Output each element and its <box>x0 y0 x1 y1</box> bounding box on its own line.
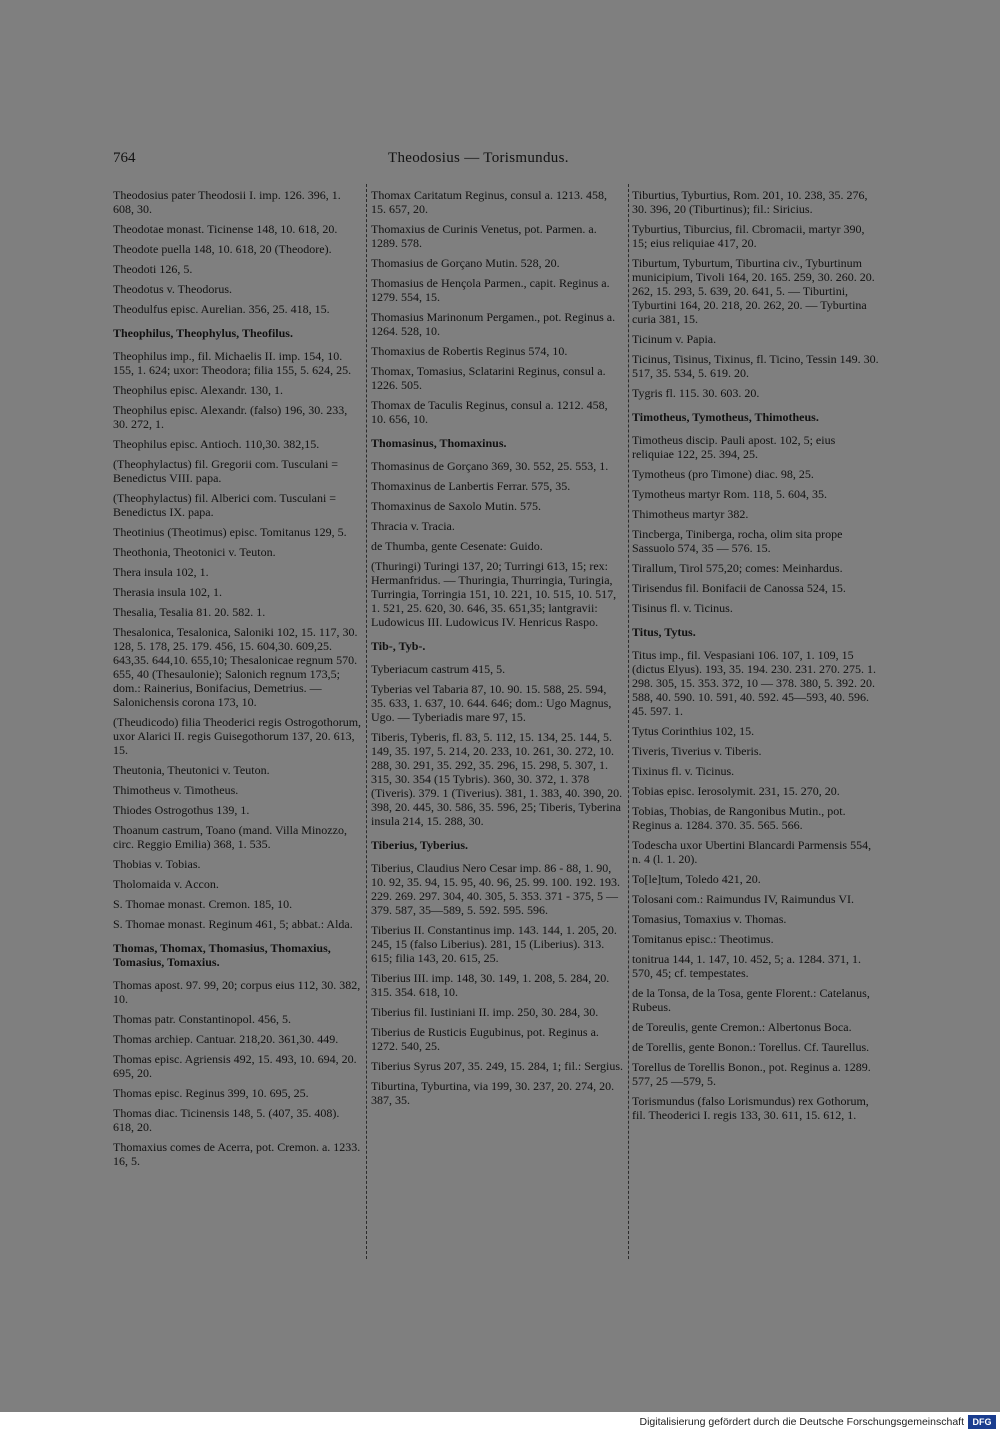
page-number: 764 <box>113 150 136 166</box>
index-entry: Theotinius (Theotimus) episc. Tomitanus 129, 5. <box>113 525 347 539</box>
index-entry: Thomasinus de Gorçano 369, 30. 552, 25. 553, 1. <box>371 459 609 473</box>
index-entry: Tolosani com.: Raimundus IV, Raimundus VI. <box>632 892 855 906</box>
index-entry: Theodotae monast. Ticinense 148, 10. 618, 20. <box>113 222 338 236</box>
index-entry: Thomax Caritatum Reginus, consul a. 1213. 458, 15. 657, 20. <box>371 188 607 216</box>
index-entry: Theophilus episc. Alexandr. 130, 1. <box>113 383 283 397</box>
index-entry: Tomitanus episc.: Theotimus. <box>632 932 774 946</box>
index-entry: Tiberius fil. Iustiniani II. imp. 250, 30. 284, 30. <box>371 1005 599 1019</box>
section-heading: Thomas, Thomax, Thomasius, Thomaxius, Tomasius, Tomaxius. <box>113 941 331 969</box>
index-entry: Tytus Corinthius 102, 15. <box>632 724 755 738</box>
index-entry: Thomaxius de Robertis Reginus 574, 10. <box>371 344 568 358</box>
page-header <box>113 150 613 170</box>
index-entry: Tiberius de Rusticis Eugubinus, pot. Reginus a. 1272. 540, 25. <box>371 1025 599 1053</box>
index-entry: Tiberius III. imp. 148, 30. 149, 1. 208, 5. 284, 20. 315. 354. 618, 10. <box>371 971 610 999</box>
index-entry: Titus imp., fil. Vespasiani 106. 107, 1. 109, 15 (dictus Elyus). 193, 35. 194. 230. 231. 270. 275. 1. 298. 305, 15. 353. 372, 10 — 378. 380, 5. 392. 20. 588, 40. 590. 10. 591, 40. 592. 45—593, 40. 596. 45. 597. 1. <box>632 648 876 718</box>
index-entry: Thimotheus martyr 382. <box>632 507 749 521</box>
index-entry: Thoanum castrum, Toano (mand. Villa Minozzo, circ. Reggio Emilia) 368, 1. 535. <box>113 823 347 851</box>
index-entry: Theodotus v. Theodorus. <box>113 282 232 296</box>
index-entry: tonitrua 144, 1. 147, 10. 452, 5; a. 1284. 371, 1. 570, 45; cf. tempestates. <box>632 952 861 980</box>
index-entry: Theodosius pater Theodosii I. imp. 126. 396, 1. 608, 30. <box>113 188 341 216</box>
index-entry: de la Tonsa, de la Tosa, gente Florent.: Catelanus, Rubeus. <box>632 986 870 1014</box>
index-entry: Thomaxinus de Lanbertis Ferrar. 575, 35. <box>371 479 571 493</box>
section-heading: Thomasinus, Thomaxinus. <box>371 436 507 450</box>
index-entry: de Thumba, gente Cesenate: Guido. <box>371 539 543 553</box>
index-entry: Tiberius Syrus 207, 35. 249, 15. 284, 1; fil.: Sergius. <box>371 1059 624 1073</box>
column-divider <box>628 184 629 1259</box>
index-entry: Torellus de Torellis Bonon., pot. Reginus a. 1289. 577, 25 —579, 5. <box>632 1060 871 1088</box>
index-entry: (Theophylactus) fil. Alberici com. Tusculani = Benedictus IX. papa. <box>113 491 337 519</box>
index-entry: de Torellis, gente Bonon.: Torellus. Cf. Taurellus. <box>632 1040 870 1054</box>
index-entry: Tisinus fl. v. Ticinus. <box>632 601 733 615</box>
index-entry: Theodote puella 148, 10. 618, 20 (Theodore). <box>113 242 332 256</box>
index-entry: Thomax, Tomasius, Sclatarini Reginus, consul a. 1226. 505. <box>371 364 606 392</box>
index-entry: Thomaxius comes de Acerra, pot. Cremon. a. 1233. 16, 5. <box>113 1140 361 1168</box>
index-entry: Tobias, Thobias, de Rangonibus Mutin., pot. Reginus a. 1284. 370. 35. 565. 566. <box>632 804 846 832</box>
index-entry: Tiberius II. Constantinus imp. 143. 144, 1. 205, 20. 245, 15 (falso Liberius). 281, 15 (Liberius). 313. 615; filia 143, 20. 615, 25. <box>371 923 617 965</box>
index-entry: Theophilus imp., fil. Michaelis II. imp. 154, 10. 155, 1. 624; uxor: Theodora; filia 155, 5. 624, 25. <box>113 349 352 377</box>
index-entry: Tyburtius, Tiburcius, fil. Cbromacii, martyr 390, 15; eius reliquiae 417, 20. <box>632 222 865 250</box>
index-entry: Thomasius de Hençola Parmen., capit. Reginus a. 1279. 554, 15. <box>371 276 610 304</box>
index-entry: Tymotheus martyr Rom. 118, 5. 604, 35. <box>632 487 828 501</box>
index-entry: (Theudicodo) filia Theoderici regis Ostrogothorum, uxor Alarici II. regis Guisegothorum 137, 20. 613, 15. <box>113 715 362 757</box>
index-column-1 <box>113 188 362 1174</box>
section-heading: Tib-, Tyb-. <box>371 639 426 653</box>
index-entry: Tiburtum, Tyburtum, Tiburtina civ., Tyburtinum municipium, Tivoli 164, 20. 165. 259, 30. 260. 20. 262, 15. 293, 5. 639, 20. 641, 5. — Tiburtini, Tyburtini 164, 20. 218, 20. 262, 20. — Tyburtina curia 381, 15. <box>632 256 875 326</box>
index-entry: Tholomaida v. Accon. <box>113 877 219 891</box>
index-entry: Theodoti 126, 5. <box>113 262 193 276</box>
footer-credit: Digitalisierung gefördert durch die Deutsche Forschungsgemeinschaft <box>639 1416 964 1428</box>
index-entry: Timotheus discip. Pauli apost. 102, 5; eius reliquiae 122, 25. 394, 25. <box>632 433 836 461</box>
dfg-logo: DFG <box>968 1415 996 1429</box>
index-entry: Tyberiacum castrum 415, 5. <box>371 662 506 676</box>
index-entry: Thomas archiep. Cantuar. 218,20. 361,30. 449. <box>113 1032 339 1046</box>
index-entry: Tygris fl. 115. 30. 603. 20. <box>632 386 760 400</box>
section-heading: Theophilus, Theophylus, Theofilus. <box>113 326 293 340</box>
index-entry: Torismundus (falso Lorismundus) rex Gothorum, fil. Theoderici I. regis 133, 30. 611, 15. 612, 1. <box>632 1094 869 1122</box>
column-divider <box>366 184 367 1259</box>
index-entry: Thobias v. Tobias. <box>113 857 201 871</box>
index-entry: Tomasius, Tomaxius v. Thomas. <box>632 912 787 926</box>
index-entry: S. Thomae monast. Cremon. 185, 10. <box>113 897 293 911</box>
index-entry: (Thuringi) Turingi 137, 20; Turringi 613, 15; rex: Hermanfridus. — Thuringia, Thurringia, Turingia, Turringia, Torringia 151, 10. 221, 10. 515, 10. 517, 1. 521, 25. 620, 30. 646, 35. 651,35; lantgravii: Ludowicus III. Ludowicus IV. Henricus Raspo. <box>371 559 617 629</box>
section-heading: Tiberius, Tyberius. <box>371 838 469 852</box>
index-entry: S. Thomae monast. Reginum 461, 5; abbat.: Alda. <box>113 917 353 931</box>
index-entry: Todescha uxor Ubertini Blancardi Parmensis 554, n. 4 (l. 1. 20). <box>632 838 872 866</box>
index-entry: Thomax de Taculis Reginus, consul a. 1212. 458, 10. 656, 10. <box>371 398 608 426</box>
index-entry: Theutonia, Theutonici v. Teuton. <box>113 763 270 777</box>
index-entry: Ticinus, Tisinus, Tixinus, fl. Ticino, Tessin 149. 30. 517, 35. 534, 5. 619. 20. <box>632 352 879 380</box>
index-entry: Thimotheus v. Timotheus. <box>113 783 239 797</box>
index-entry: Thiodes Ostrogothus 139, 1. <box>113 803 250 817</box>
index-entry: (Theophylactus) fil. Gregorii com. Tusculani = Benedictus VIII. papa. <box>113 457 339 485</box>
index-entry: Tymotheus (pro Timone) diac. 98, 25. <box>632 467 814 481</box>
index-entry: Theothonia, Theotonici v. Teuton. <box>113 545 276 559</box>
index-entry: Thomasius de Gorçano Mutin. 528, 20. <box>371 256 560 270</box>
section-heading: Timotheus, Tymotheus, Thimotheus. <box>632 410 819 424</box>
index-entry: Tiburtius, Tyburtius, Rom. 201, 10. 238, 35. 276, 30. 396, 20 (Tiburtinus); fil.: Siricius. <box>632 188 868 216</box>
index-entry: Thomas episc. Agriensis 492, 15. 493, 10. 694, 20. 695, 20. <box>113 1052 357 1080</box>
index-entry: Tiberis, Tyberis, fl. 83, 5. 112, 15. 134, 25. 144, 5. 149, 35. 197, 5. 214, 20. 233, 10. 261, 30. 272, 10. 288, 30. 291, 35. 292, 35. 296, 15. 298, 5. 307, 1. 315, 30. 354 (15 Tybris). 360, 30. 372, 1. 378 (Tiveris). 379. 1 (Tiverius). 381, 1. 383, 40. 390, 20. 398, 20. 445, 30. 586, 35. 596, 25; Tiberis, Tyberina insula 214, 15. 288, 30. <box>371 730 623 828</box>
index-entry: de Toreulis, gente Cremon.: Albertonus Boca. <box>632 1020 852 1034</box>
index-entry: To[le]tum, Toledo 421, 20. <box>632 872 761 886</box>
index-column-3 <box>632 188 880 1128</box>
index-entry: Thera insula 102, 1. <box>113 565 209 579</box>
index-entry: Thomas patr. Constantinopol. 456, 5. <box>113 1012 291 1026</box>
index-entry: Tirallum, Tirol 575,20; comes: Meinhardus. <box>632 561 843 575</box>
section-heading: Titus, Tytus. <box>632 625 696 639</box>
index-entry: Tincberga, Tiniberga, rocha, olim sita prope Sassuolo 574, 35 — 576. 15. <box>632 527 843 555</box>
index-entry: Tirisendus fil. Bonifacii de Canossa 524, 15. <box>632 581 846 595</box>
index-entry: Thesalonica, Tesalonica, Saloniki 102, 15. 117, 30. 128, 5. 178, 25. 179. 456, 15. 604,30. 609,25. 643,35. 644,10. 655,10; Thesalonicae regnum 570. 655, 40 (Thesaulonie); Salonich regnum 173,5; dom.: Rainerius, Bonifacius, Demetrius. — Salonichensis corona 173, 10. <box>113 625 358 709</box>
index-entry: Tiberius, Claudius Nero Cesar imp. 86 - 88, 1. 90, 10. 92, 35. 94, 15. 95, 40. 96, 25. 99. 100. 192. 193. 229. 269. 297. 304, 40. 305, 5. 353. 371 - 375, 5 —379. 587, 35—589, 5. 592. 595. 596. <box>371 861 620 917</box>
index-entry: Thomasius Marinonum Pergamen., pot. Reginus a. 1264. 528, 10. <box>371 310 616 338</box>
index-entry: Thomas diac. Ticinensis 148, 5. (407, 35. 408). 618, 20. <box>113 1106 340 1134</box>
index-entry: Ticinum v. Papia. <box>632 332 717 346</box>
running-head: Theodosius — Torismundus. <box>388 150 569 166</box>
index-entry: Thomas apost. 97. 99, 20; corpus eius 112, 30. 382, 10. <box>113 978 361 1006</box>
index-column-2 <box>371 188 624 1113</box>
index-entry: Thomaxinus de Saxolo Mutin. 575. <box>371 499 541 513</box>
index-entry: Tyberias vel Tabaria 87, 10. 90. 15. 588, 25. 594, 35. 633, 1. 637, 10. 644. 646; dom.: Ugo Magnus, Ugo. — Tyberiadis mare 97, 15. <box>371 682 612 724</box>
index-entry: Tixinus fl. v. Ticinus. <box>632 764 735 778</box>
index-entry: Therasia insula 102, 1. <box>113 585 222 599</box>
index-entry: Tiveris, Tiverius v. Tiberis. <box>632 744 762 758</box>
index-entry: Theophilus episc. Alexandr. (falso) 196, 30. 233, 30. 272, 1. <box>113 403 348 431</box>
index-entry: Theodulfus episc. Aurelian. 356, 25. 418, 15. <box>113 302 330 316</box>
index-entry: Thomas episc. Reginus 399, 10. 695, 25. <box>113 1086 309 1100</box>
index-entry: Theophilus episc. Antioch. 110,30. 382,15. <box>113 437 320 451</box>
index-entry: Thracia v. Tracia. <box>371 519 455 533</box>
footer-bar <box>0 1412 1000 1434</box>
index-entry: Tiburtina, Tyburtina, via 199, 30. 237, 20. 274, 20. 387, 35. <box>371 1079 615 1107</box>
index-entry: Thomaxius de Curinis Venetus, pot. Parmen. a. 1289. 578. <box>371 222 597 250</box>
index-entry: Thesalia, Tesalia 81. 20. 582. 1. <box>113 605 266 619</box>
index-entry: Tobias episc. Ierosolymit. 231, 15. 270, 20. <box>632 784 840 798</box>
